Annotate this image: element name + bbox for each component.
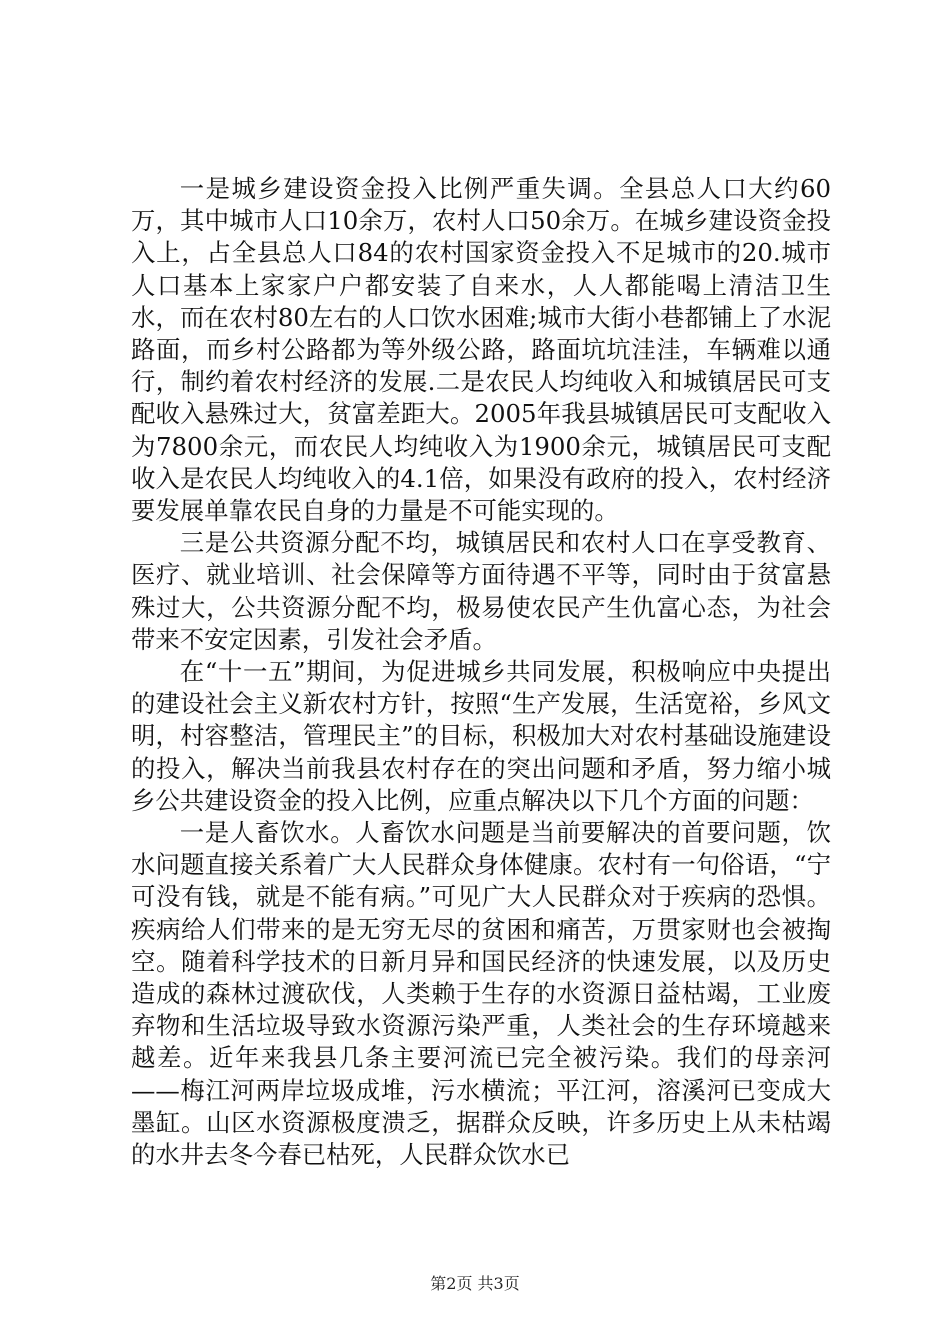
paragraph-4: 一是人畜饮水。人畜饮水问题是当前要解决的首要问题，饮水问题直接关系着广大人民群众身体健康。农村有一句俗语，“宁可没有钱，就是不能有病。”可见广大人民群众对于疾病的恐惧。疾病给人们带来的是无穷无尽的贫困和痛苦，万贯家财也会被掏空。随着科学技术的日新月异和国民经济的快速发展，以及历史造成的森林过渡砍伐，人类赖于生存的水资源日益枯竭，工业废弃物和生活垃圾导致水资源污染严重，人类社会的生存环境越来越差。近年来我县几条主要河流已完全被污染。我们的母亲河——梅江河两岸垃圾成堆，污水横流；平江河，溶溪河已变成大墨缸。山区水资源极度溃乏，据群众反映，许多历史上从未枯竭的水井去冬今春已枯死，人民群众饮水已 [131,818,831,1170]
page-number-footer: 第2页 共3页 [430,1274,520,1293]
paragraph-2: 三是公共资源分配不均，城镇居民和农村人口在享受教育、医疗、就业培训、社会保障等方面待遇不平等，同时由于贫富悬殊过大，公共资源分配不均，极易使农民产生仇富心态，为社会带来不安定因素，引发社会矛盾。 [131,528,831,654]
document-body [131,173,831,1171]
paragraph-3: 在“十一五”期间，为促进城乡共同发展，积极响应中央提出的建设社会主义新农村方针，按照“生产发展，生活宽裕，乡风文明，村容整洁，管理民主”的目标，积极加大对农村基础设施建设的投入，解决当前我县农村存在的突出问题和矛盾，努力缩小城乡公共建设资金的投入比例，应重点解决以下几个方面的问题： [131,657,831,815]
paragraph-1: 一是城乡建设资金投入比例严重失调。全县总人口大约60万，其中城市人口10余万，农村人口50余万。在城乡建设资金投入上，占全县总人口84的农村国家资金投入不足城市的20.城市人口基本上家家户户都安装了自来水，人人都能喝上清洁卫生水，而在农村80左右的人口饮水困难;城市大街小巷都铺上了水泥路面，而乡村公路都为等外级公路，路面坑坑洼洼，车辆难以通行，制约着农村经济的发展.二是农民人均纯收入和城镇居民可支配收入悬殊过大，贫富差距大。2005年我县城镇居民可支配收入为7800余元，而农民人均纯收入为1900余元，城镇居民可支配收入是农民人均纯收入的4.1倍，如果没有政府的投入，农村经济要发展单靠农民自身的力量是不可能实现的。 [131,174,831,526]
